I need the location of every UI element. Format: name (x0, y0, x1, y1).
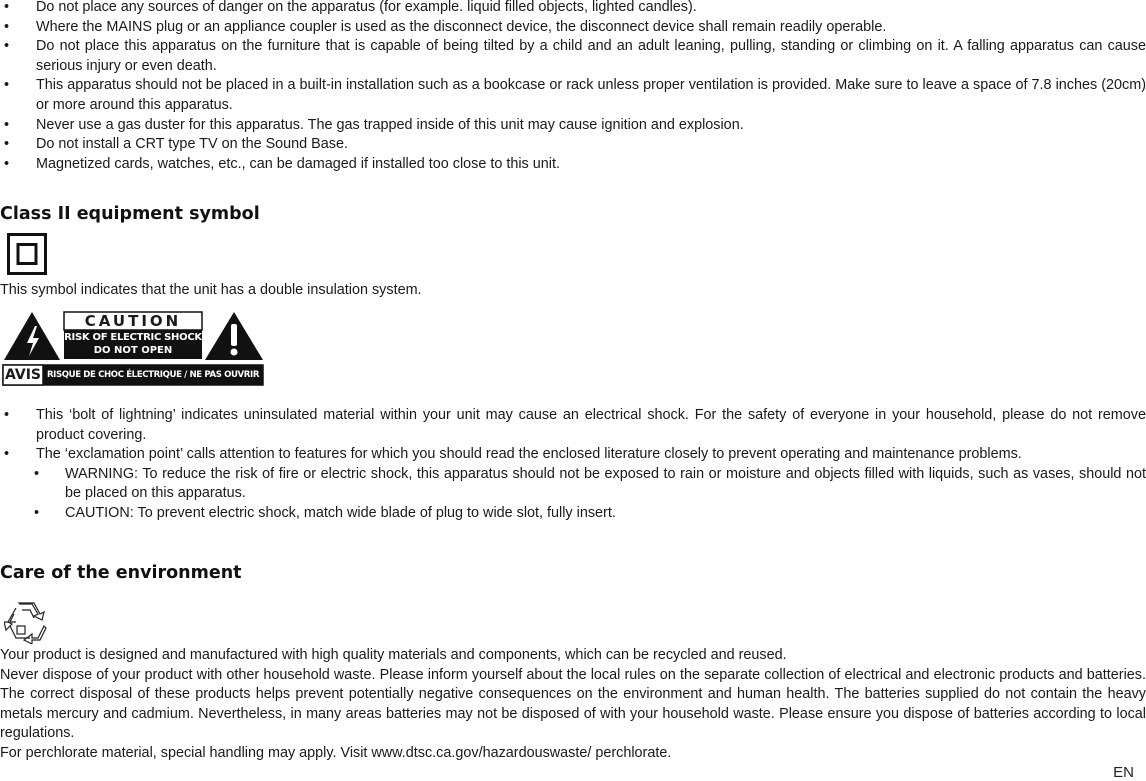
caution-label (2, 310, 264, 386)
list-item: • The ‘exclamation point’ calls attention to features for which you should read the enclosed literature closely to prevent operating and maintenance problems. (0, 445, 1146, 465)
caution-title: CAUTION (84, 312, 182, 330)
caution-line-2: DO NOT OPEN (93, 345, 173, 356)
class2-double-square-icon (7, 233, 47, 275)
recycle-icon (4, 600, 48, 644)
language-marker: EN (1113, 764, 1134, 781)
environment-paragraph: Your product is designed and manufactured with high quality materials and components, which can be recycled and reused. (0, 647, 787, 663)
list-item: • Do not place any sources of danger on the apparatus (for example. liquid filled objects, lighted candles). (0, 0, 1146, 18)
list-item: • Never use a gas duster for this apparatus. The gas trapped inside of this unit may cause ignition and explosion. (0, 116, 1146, 136)
intro-bullets (0, 0, 1146, 174)
list-item: • WARNING: To reduce the risk of fire or electric shock, this apparatus should not be exposed to rain or moisture and objects filled with liquids, such as vases, should not be placed on this apparatus. (0, 465, 1146, 504)
safety-bullet-list (0, 0, 1146, 174)
class2-description: This symbol indicates that the unit has a double insulation system. (0, 282, 422, 298)
warning-sub-bullets (0, 465, 1146, 524)
list-item: • Where the MAINS plug or an appliance coupler is used as the disconnect device, the disconnect device shall remain readily operable. (0, 18, 1146, 38)
avis-label: AVIS (4, 367, 41, 383)
environment-text (0, 646, 1146, 764)
list-item: • Do not place this apparatus on the furniture that is capable of being tilted by a child and an adult leaning, pulling, standing or climbing on it. A falling apparatus can cause serious injury or even death. (0, 37, 1146, 76)
list-item: • CAUTION: To prevent electric shock, match wide blade of plug to wide slot, fully insert. (0, 504, 1146, 524)
list-item: • This apparatus should not be placed in a built-in installation such as a bookcase or rack unless proper ventilation is provided. Make sure to leave a space of 7.8 inches (20cm) or more around this apparatus. (0, 76, 1146, 115)
list-item: • This ‘bolt of lightning’ indicates uninsulated material within your unit may cause an electrical shock. For the safety of everyone in your household, please do not remove product covering. (0, 406, 1146, 445)
caution-line-1: RISK OF ELECTRIC SHOCK (64, 332, 202, 343)
symbol-explanations (0, 406, 1146, 524)
avis-text: RISQUE DE CHOC ÉLECTRIQUE / NE PAS OUVRIR (46, 370, 260, 380)
environment-paragraph: Never dispose of your product with other household waste. Please inform yourself about the local rules on the separate collection of electrical and electronic products and batteries. The correct disposal of these products helps prevent potentially negative consequences on the environment and human health. The batteries supplied do not contain the heavy metals mercury and cadmium. Nevertheless, in many areas batteries may not be disposed of with your household waste. Please ensure you dispose of batteries according to local regulations. (0, 666, 1146, 742)
environment-paragraph: For perchlorate material, special handling may apply. Visit www.dtsc.ca.gov/hazardouswaste/ perchlorate. (0, 744, 672, 761)
list-item: • Magnetized cards, watches, etc., can be damaged if installed too close to this unit. (0, 155, 1146, 175)
class2-heading: Class II equipment symbol (0, 204, 260, 224)
symbol-bullets (0, 406, 1146, 465)
environment-heading: Care of the environment (0, 563, 242, 583)
list-item: • Do not install a CRT type TV on the Sound Base. (0, 135, 1146, 155)
